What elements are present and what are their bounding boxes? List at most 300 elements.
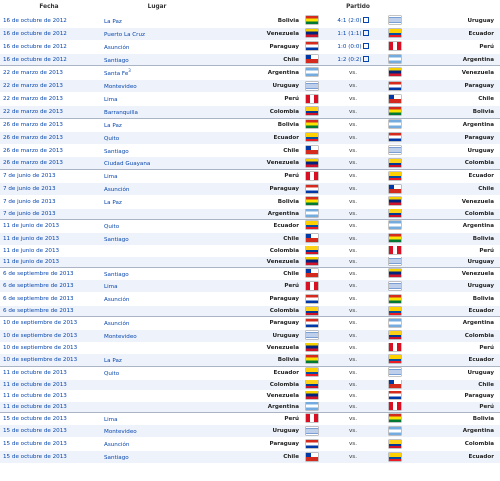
away-team: Venezuela (405, 267, 500, 280)
away-flag-icon (389, 391, 401, 399)
match-score: vs. (322, 245, 384, 256)
match-date-link[interactable]: 22 de marzo de 2013 (0, 66, 98, 80)
match-row (0, 256, 500, 267)
home-flag-icon (306, 68, 318, 76)
home-flag-cell (301, 157, 322, 170)
match-date-link[interactable]: 26 de marzo de 2013 (0, 131, 98, 144)
away-flag-icon (389, 42, 401, 50)
venue-link[interactable]: La Paz (98, 118, 216, 131)
home-flag-icon (306, 427, 318, 435)
home-flag-cell (301, 53, 322, 66)
away-flag-icon (389, 282, 401, 290)
match-row (0, 27, 500, 40)
home-flag-icon (306, 343, 318, 351)
match-score: vs. (322, 401, 384, 412)
match-score: vs. (322, 267, 384, 280)
match-row (0, 93, 500, 106)
away-flag-icon (389, 221, 401, 229)
match-row (0, 293, 500, 306)
match-date-link[interactable]: 11 de junio de 2013 (0, 256, 98, 267)
match-date-link[interactable]: 15 de octubre de 2013 (0, 438, 98, 451)
match-score: vs. (322, 232, 384, 245)
home-flag-icon (306, 368, 318, 376)
home-flag-icon (306, 331, 318, 339)
away-flag-cell (384, 170, 405, 183)
away-team: Uruguay (405, 256, 500, 267)
away-flag-icon (389, 269, 401, 277)
away-flag-icon (389, 185, 401, 193)
away-flag-cell (384, 379, 405, 390)
home-team: Paraguay (216, 183, 301, 196)
match-row (0, 66, 500, 80)
venue-link[interactable]: Ciudad Guayana (98, 157, 216, 170)
venue-link[interactable]: Asunción (98, 317, 216, 330)
match-score: vs. (322, 144, 384, 157)
header-venue: Lugar (98, 0, 216, 15)
match-date-link[interactable]: 10 de septiembre de 2013 (0, 317, 98, 330)
venue-link[interactable]: Asunción (98, 183, 216, 196)
away-flag-cell (384, 66, 405, 80)
home-flag-cell (301, 438, 322, 451)
away-flag-icon (389, 95, 401, 103)
match-date-link[interactable]: 15 de octubre de 2013 (0, 425, 98, 438)
match-date-link[interactable]: 10 de septiembre de 2013 (0, 353, 98, 366)
match-row (0, 40, 500, 53)
venue-link[interactable]: Santiago (98, 232, 216, 245)
home-team: Perú (216, 93, 301, 106)
match-row (0, 317, 500, 330)
match-row (0, 245, 500, 256)
match-date-link[interactable]: 11 de junio de 2013 (0, 245, 98, 256)
venue-link[interactable] (98, 342, 216, 353)
away-team: Ecuador (405, 353, 500, 366)
match-date-link[interactable]: 7 de junio de 2013 (0, 208, 98, 219)
match-result-link[interactable]: 1:2 (0:2) (337, 56, 362, 63)
match-date-link[interactable]: 22 de marzo de 2013 (0, 106, 98, 119)
venue-link[interactable] (98, 379, 216, 390)
match-score: vs. (322, 157, 384, 170)
away-team: Argentina (405, 219, 500, 232)
home-team: Chile (216, 232, 301, 245)
away-team: Argentina (405, 425, 500, 438)
home-team: Perú (216, 170, 301, 183)
match-row (0, 451, 500, 463)
venue-link[interactable]: Lima (98, 280, 216, 293)
match-row (0, 53, 500, 66)
home-flag-icon (306, 269, 318, 277)
match-score: vs. (322, 390, 384, 401)
home-flag-cell (301, 27, 322, 40)
home-team: Paraguay (216, 293, 301, 306)
away-flag-icon (389, 234, 401, 242)
venue-link[interactable]: Quito (98, 219, 216, 232)
away-team: Chile (405, 183, 500, 196)
match-date-link[interactable]: 6 de septiembre de 2013 (0, 293, 98, 306)
match-date-link[interactable]: 16 de octubre de 2012 (0, 15, 98, 28)
match-date-link[interactable]: 11 de octubre de 2013 (0, 401, 98, 412)
home-flag-cell (301, 330, 322, 343)
home-flag-icon (306, 246, 318, 254)
match-row (0, 144, 500, 157)
away-flag-cell (384, 317, 405, 330)
home-flag-cell (301, 379, 322, 390)
away-flag-cell (384, 330, 405, 343)
away-team: Perú (405, 245, 500, 256)
match-row (0, 342, 500, 353)
home-team: Ecuador (216, 219, 301, 232)
home-flag-cell (301, 219, 322, 232)
match-score: vs. (322, 280, 384, 293)
match-score: vs. (322, 412, 384, 425)
away-flag-icon (389, 402, 401, 410)
home-team: Paraguay (216, 317, 301, 330)
home-flag-cell (301, 66, 322, 80)
home-flag-cell (301, 80, 322, 93)
away-flag-cell (384, 232, 405, 245)
away-flag-icon (389, 319, 401, 327)
venue-link[interactable]: Puerto La Cruz (98, 27, 216, 40)
home-flag-cell (301, 256, 322, 267)
venue-link[interactable]: La Paz (98, 15, 216, 28)
match-date-link[interactable]: 26 de marzo de 2013 (0, 118, 98, 131)
external-link-icon[interactable] (363, 43, 369, 49)
match-row (0, 219, 500, 232)
external-link-icon[interactable] (363, 17, 369, 23)
match-date-link[interactable]: 7 de junio de 2013 (0, 196, 98, 209)
venue-link[interactable]: Barranquilla (98, 106, 216, 119)
venue-link[interactable]: Santiago (98, 144, 216, 157)
away-flag-icon (389, 82, 401, 90)
home-flag-cell (301, 118, 322, 131)
home-team: Perú (216, 412, 301, 425)
match-date-link[interactable]: 22 de marzo de 2013 (0, 80, 98, 93)
away-team: Uruguay (405, 280, 500, 293)
away-team: Argentina (405, 53, 500, 66)
home-flag-icon (306, 221, 318, 229)
home-team: Bolivia (216, 118, 301, 131)
away-flag-icon (389, 307, 401, 315)
away-team: Paraguay (405, 390, 500, 401)
away-team: Ecuador (405, 170, 500, 183)
away-flag-cell (384, 219, 405, 232)
home-flag-icon (306, 95, 318, 103)
match-date-link[interactable]: 10 de septiembre de 2013 (0, 330, 98, 343)
away-flag-cell (384, 401, 405, 412)
match-score: vs. (322, 93, 384, 106)
away-team: Colombia (405, 208, 500, 219)
match-date-link[interactable]: 11 de junio de 2013 (0, 232, 98, 245)
home-flag-cell (301, 401, 322, 412)
home-flag-icon (306, 146, 318, 154)
away-flag-cell (384, 342, 405, 353)
away-flag-icon (389, 414, 401, 422)
away-flag-icon (389, 440, 401, 448)
away-team: Bolivia (405, 412, 500, 425)
away-flag-icon (389, 368, 401, 376)
venue-link[interactable]: Lima (98, 412, 216, 425)
home-team: Chile (216, 451, 301, 463)
home-team: Paraguay (216, 40, 301, 53)
match-date-link[interactable]: 10 de septiembre de 2013 (0, 342, 98, 353)
home-team: Bolivia (216, 196, 301, 209)
home-flag-cell (301, 208, 322, 219)
match-row (0, 183, 500, 196)
away-flag-icon (389, 355, 401, 363)
match-score: vs. (322, 366, 384, 379)
venue-link[interactable]: Santa Fe$^3$ (98, 66, 216, 80)
match-score: vs. (322, 106, 384, 119)
venue-link[interactable] (98, 208, 216, 219)
match-date-link[interactable]: 26 de marzo de 2013 (0, 157, 98, 170)
home-team: Uruguay (216, 80, 301, 93)
home-flag-cell (301, 183, 322, 196)
match-date-link[interactable]: 11 de octubre de 2013 (0, 379, 98, 390)
away-team: Bolivia (405, 106, 500, 119)
match-row (0, 366, 500, 379)
venue-link[interactable] (98, 256, 216, 267)
home-flag-icon (306, 234, 318, 242)
home-flag-icon (306, 414, 318, 422)
away-team: Perú (405, 401, 500, 412)
home-flag-cell (301, 425, 322, 438)
home-flag-cell (301, 390, 322, 401)
external-link-icon[interactable] (363, 30, 369, 36)
venue-link[interactable]: Santiago (98, 53, 216, 66)
venue-link[interactable] (98, 245, 216, 256)
venue-link[interactable]: Asunción (98, 40, 216, 53)
away-team: Venezuela (405, 196, 500, 209)
match-score: vs. (322, 379, 384, 390)
home-flag-icon (306, 172, 318, 180)
venue-link[interactable]: Santiago (98, 451, 216, 463)
match-score: vs. (322, 170, 384, 183)
match-date-link[interactable]: 7 de junio de 2013 (0, 170, 98, 183)
home-team: Chile (216, 144, 301, 157)
match-date-link[interactable]: 15 de octubre de 2013 (0, 412, 98, 425)
home-flag-icon (306, 282, 318, 290)
match-row (0, 15, 500, 28)
match-row (0, 280, 500, 293)
match-score: vs. (322, 425, 384, 438)
match-row (0, 106, 500, 119)
match-date-link[interactable]: 15 de octubre de 2013 (0, 451, 98, 463)
home-team: Venezuela (216, 342, 301, 353)
venue-link[interactable]: Asunción (98, 438, 216, 451)
away-flag-cell (384, 306, 405, 317)
venue-link[interactable]: Santiago (98, 267, 216, 280)
match-score: vs. (322, 353, 384, 366)
away-flag-icon (389, 197, 401, 205)
home-team: Bolivia (216, 353, 301, 366)
match-date-link[interactable]: 26 de marzo de 2013 (0, 144, 98, 157)
match-score: vs. (322, 330, 384, 343)
home-flag-icon (306, 82, 318, 90)
match-row (0, 267, 500, 280)
home-flag-cell (301, 106, 322, 119)
home-team: Colombia (216, 306, 301, 317)
home-flag-icon (306, 159, 318, 167)
match-score: vs. (322, 80, 384, 93)
away-team: Uruguay (405, 366, 500, 379)
away-flag-icon (389, 427, 401, 435)
venue-link[interactable]: Montevideo (98, 330, 216, 343)
away-flag-cell (384, 245, 405, 256)
away-flag-cell (384, 157, 405, 170)
venue-link[interactable] (98, 390, 216, 401)
away-team: Uruguay (405, 144, 500, 157)
away-team: Paraguay (405, 131, 500, 144)
match-score (322, 15, 384, 28)
home-team: Uruguay (216, 330, 301, 343)
match-result-link[interactable]: 1:0 (0:0) (337, 43, 362, 50)
match-date-link[interactable]: 7 de junio de 2013 (0, 183, 98, 196)
home-flag-icon (306, 295, 318, 303)
home-flag-icon (306, 185, 318, 193)
away-flag-cell (384, 280, 405, 293)
venue-link[interactable]: Montevideo (98, 80, 216, 93)
away-team: Paraguay (405, 80, 500, 93)
away-flag-icon (389, 246, 401, 254)
away-flag-icon (389, 343, 401, 351)
venue-link[interactable]: Lima (98, 93, 216, 106)
home-team: Argentina (216, 401, 301, 412)
home-flag-icon (306, 380, 318, 388)
match-date-link[interactable]: 6 de septiembre de 2013 (0, 306, 98, 317)
home-team: Perú (216, 280, 301, 293)
home-flag-cell (301, 144, 322, 157)
away-flag-cell (384, 256, 405, 267)
away-flag-icon (389, 146, 401, 154)
match-score: vs. (322, 118, 384, 131)
external-link-icon[interactable] (363, 56, 369, 62)
match-date-link[interactable]: 16 de octubre de 2012 (0, 40, 98, 53)
home-team: Uruguay (216, 425, 301, 438)
away-team: Argentina (405, 317, 500, 330)
home-flag-cell (301, 342, 322, 353)
home-flag-cell (301, 306, 322, 317)
header-row (0, 0, 500, 15)
match-score: vs. (322, 183, 384, 196)
match-row (0, 438, 500, 451)
home-team: Colombia (216, 379, 301, 390)
away-team: Venezuela (405, 66, 500, 80)
match-result-link[interactable]: 1:1 (1:1) (337, 30, 362, 37)
away-team: Bolivia (405, 232, 500, 245)
match-row (0, 170, 500, 183)
home-team: Argentina (216, 208, 301, 219)
home-flag-cell (301, 15, 322, 28)
away-flag-cell (384, 106, 405, 119)
venue-link[interactable]: Quito (98, 131, 216, 144)
home-flag-cell (301, 317, 322, 330)
away-team: Perú (405, 342, 500, 353)
away-flag-cell (384, 93, 405, 106)
away-flag-icon (389, 120, 401, 128)
venue-link[interactable] (98, 401, 216, 412)
away-flag-cell (384, 40, 405, 53)
match-score: vs. (322, 317, 384, 330)
match-date-link[interactable]: 22 de marzo de 2013 (0, 93, 98, 106)
venue-link[interactable]: Asunción (98, 293, 216, 306)
home-flag-icon (306, 402, 318, 410)
match-row (0, 118, 500, 131)
away-team: Ecuador (405, 306, 500, 317)
match-date-link[interactable]: 11 de junio de 2013 (0, 219, 98, 232)
venue-link[interactable]: La Paz (98, 353, 216, 366)
away-team: Perú (405, 40, 500, 53)
match-result-link[interactable]: 4:1 (2:0) (337, 17, 362, 24)
away-flag-cell (384, 27, 405, 40)
home-team: Paraguay (216, 438, 301, 451)
away-team: Chile (405, 93, 500, 106)
header-date: Fecha (0, 0, 98, 15)
away-flag-cell (384, 390, 405, 401)
home-flag-icon (306, 355, 318, 363)
home-flag-cell (301, 232, 322, 245)
match-row (0, 390, 500, 401)
away-flag-cell (384, 53, 405, 66)
away-flag-icon (389, 55, 401, 63)
venue-link[interactable]: Quito (98, 366, 216, 379)
away-team: Argentina (405, 118, 500, 131)
away-team: Colombia (405, 157, 500, 170)
home-team: Ecuador (216, 366, 301, 379)
away-flag-icon (389, 68, 401, 76)
match-score: vs. (322, 438, 384, 451)
match-score: vs. (322, 451, 384, 463)
match-date-link[interactable]: 16 de octubre de 2012 (0, 27, 98, 40)
away-team: Uruguay (405, 15, 500, 28)
away-flag-cell (384, 366, 405, 379)
fixtures-body (0, 15, 500, 464)
away-team: Ecuador (405, 451, 500, 463)
match-row (0, 353, 500, 366)
home-team: Venezuela (216, 157, 301, 170)
venue-link[interactable] (98, 306, 216, 317)
match-score: vs. (322, 256, 384, 267)
match-date-link[interactable]: 6 de septiembre de 2013 (0, 267, 98, 280)
away-flag-cell (384, 144, 405, 157)
match-date-link[interactable]: 16 de octubre de 2012 (0, 53, 98, 66)
home-flag-cell (301, 131, 322, 144)
home-flag-icon (306, 307, 318, 315)
match-date-link[interactable]: 11 de octubre de 2013 (0, 390, 98, 401)
away-flag-cell (384, 15, 405, 28)
venue-link[interactable]: Montevideo (98, 425, 216, 438)
home-flag-icon (306, 391, 318, 399)
match-score: vs. (322, 196, 384, 209)
home-flag-icon (306, 107, 318, 115)
home-team: Argentina (216, 66, 301, 80)
match-date-link[interactable]: 11 de octubre de 2013 (0, 366, 98, 379)
match-score: vs. (322, 66, 384, 80)
away-flag-icon (389, 209, 401, 217)
match-score: vs. (322, 219, 384, 232)
away-flag-icon (389, 16, 401, 24)
venue-link[interactable]: Lima (98, 170, 216, 183)
venue-link[interactable]: La Paz (98, 196, 216, 209)
home-flag-icon (306, 319, 318, 327)
away-flag-icon (389, 331, 401, 339)
home-flag-icon (306, 42, 318, 50)
home-flag-icon (306, 133, 318, 141)
match-date-link[interactable]: 6 de septiembre de 2013 (0, 280, 98, 293)
match-score: vs. (322, 293, 384, 306)
header-match: Partido (216, 0, 500, 15)
away-flag-icon (389, 172, 401, 180)
home-flag-cell (301, 280, 322, 293)
away-flag-cell (384, 451, 405, 463)
